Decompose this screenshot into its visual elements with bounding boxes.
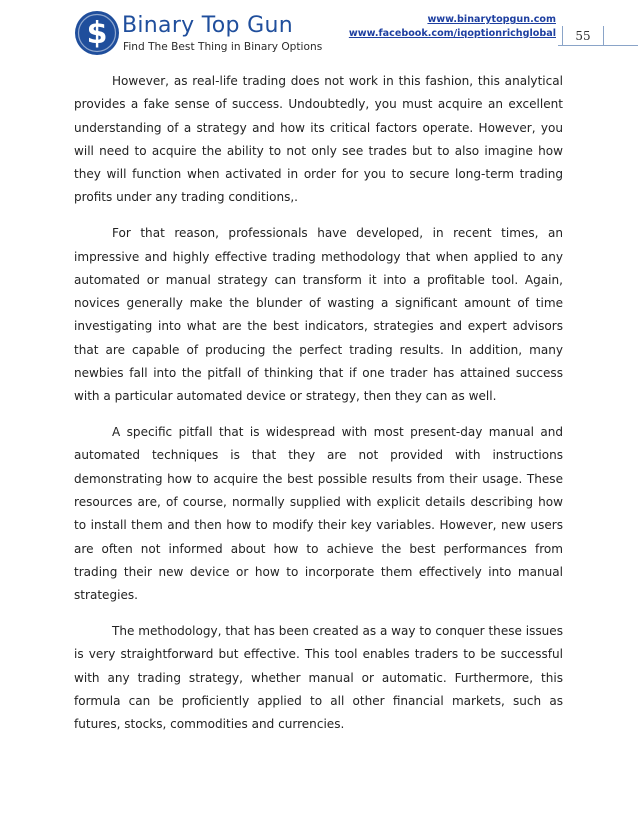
paragraph-4: The methodology, that has been created as a way to conquer these issues is very straightforward but effective. This tool enables traders to be successful with any trading strategy, whether manual or automatic. Furthermore, this formula can be proficiently applied to all other financial markets, such as futures, stocks, commodities and currencies.	[74, 624, 563, 732]
page-number: 55	[562, 26, 604, 46]
paragraph-1: However, as real-life trading does not work in this fashion, this analytical provides a fake sense of success. Undoubtedly, you must acquire an excellent understanding of a strategy and how its critical factors operate. However, you will need to acquire the ability to not only see trades but to also imagine how they will function when activated in order for you to secure long-term trading profits under any trading conditions,.	[74, 74, 563, 205]
binary-top-gun-logo[interactable]	[74, 9, 323, 59]
header-links	[349, 13, 556, 40]
paragraph-2: For that reason, professionals have developed, in recent times, an impressive and highly effective trading methodology that when applied to any automated or manual strategy can transform it into a profitable tool. Again, novices generally make the blunder of wasting a significant amount of time investigating into what are the best indicators, strategies and expert advisors that are capable of producing the perfect trading results. In addition, many newbies fall into the pitfall of thinking that if one trader has attained success with a particular automated device or strategy, then they can as well.	[74, 226, 563, 404]
facebook-link[interactable]: www.facebook.com/iqoptionrichglobal	[348, 27, 556, 39]
header-divider	[558, 45, 638, 46]
logo-tagline: Find The Best Thing in Binary Options	[123, 41, 323, 53]
coin-symbol: $	[86, 16, 108, 51]
website-link[interactable]: www.binarytopgun.com	[427, 14, 556, 25]
dollar-coin-icon	[74, 10, 120, 56]
logo-title: Binary Top Gun	[122, 13, 293, 38]
paragraph-3: A specific pitfall that is widespread with most present-day manual and automated techniques is that they are not provided with instructions demonstrating how to acquire the best possible results from their usage. These resources are, of course, normally supplied with explicit details describing how to install them and then how to modify their key variables. However, new users are often not informed about how to achieve the best performances from trading their new device or how to incorporate them effectively into manual strategies.	[74, 425, 563, 603]
document-body	[74, 70, 563, 749]
page-header	[0, 0, 638, 62]
